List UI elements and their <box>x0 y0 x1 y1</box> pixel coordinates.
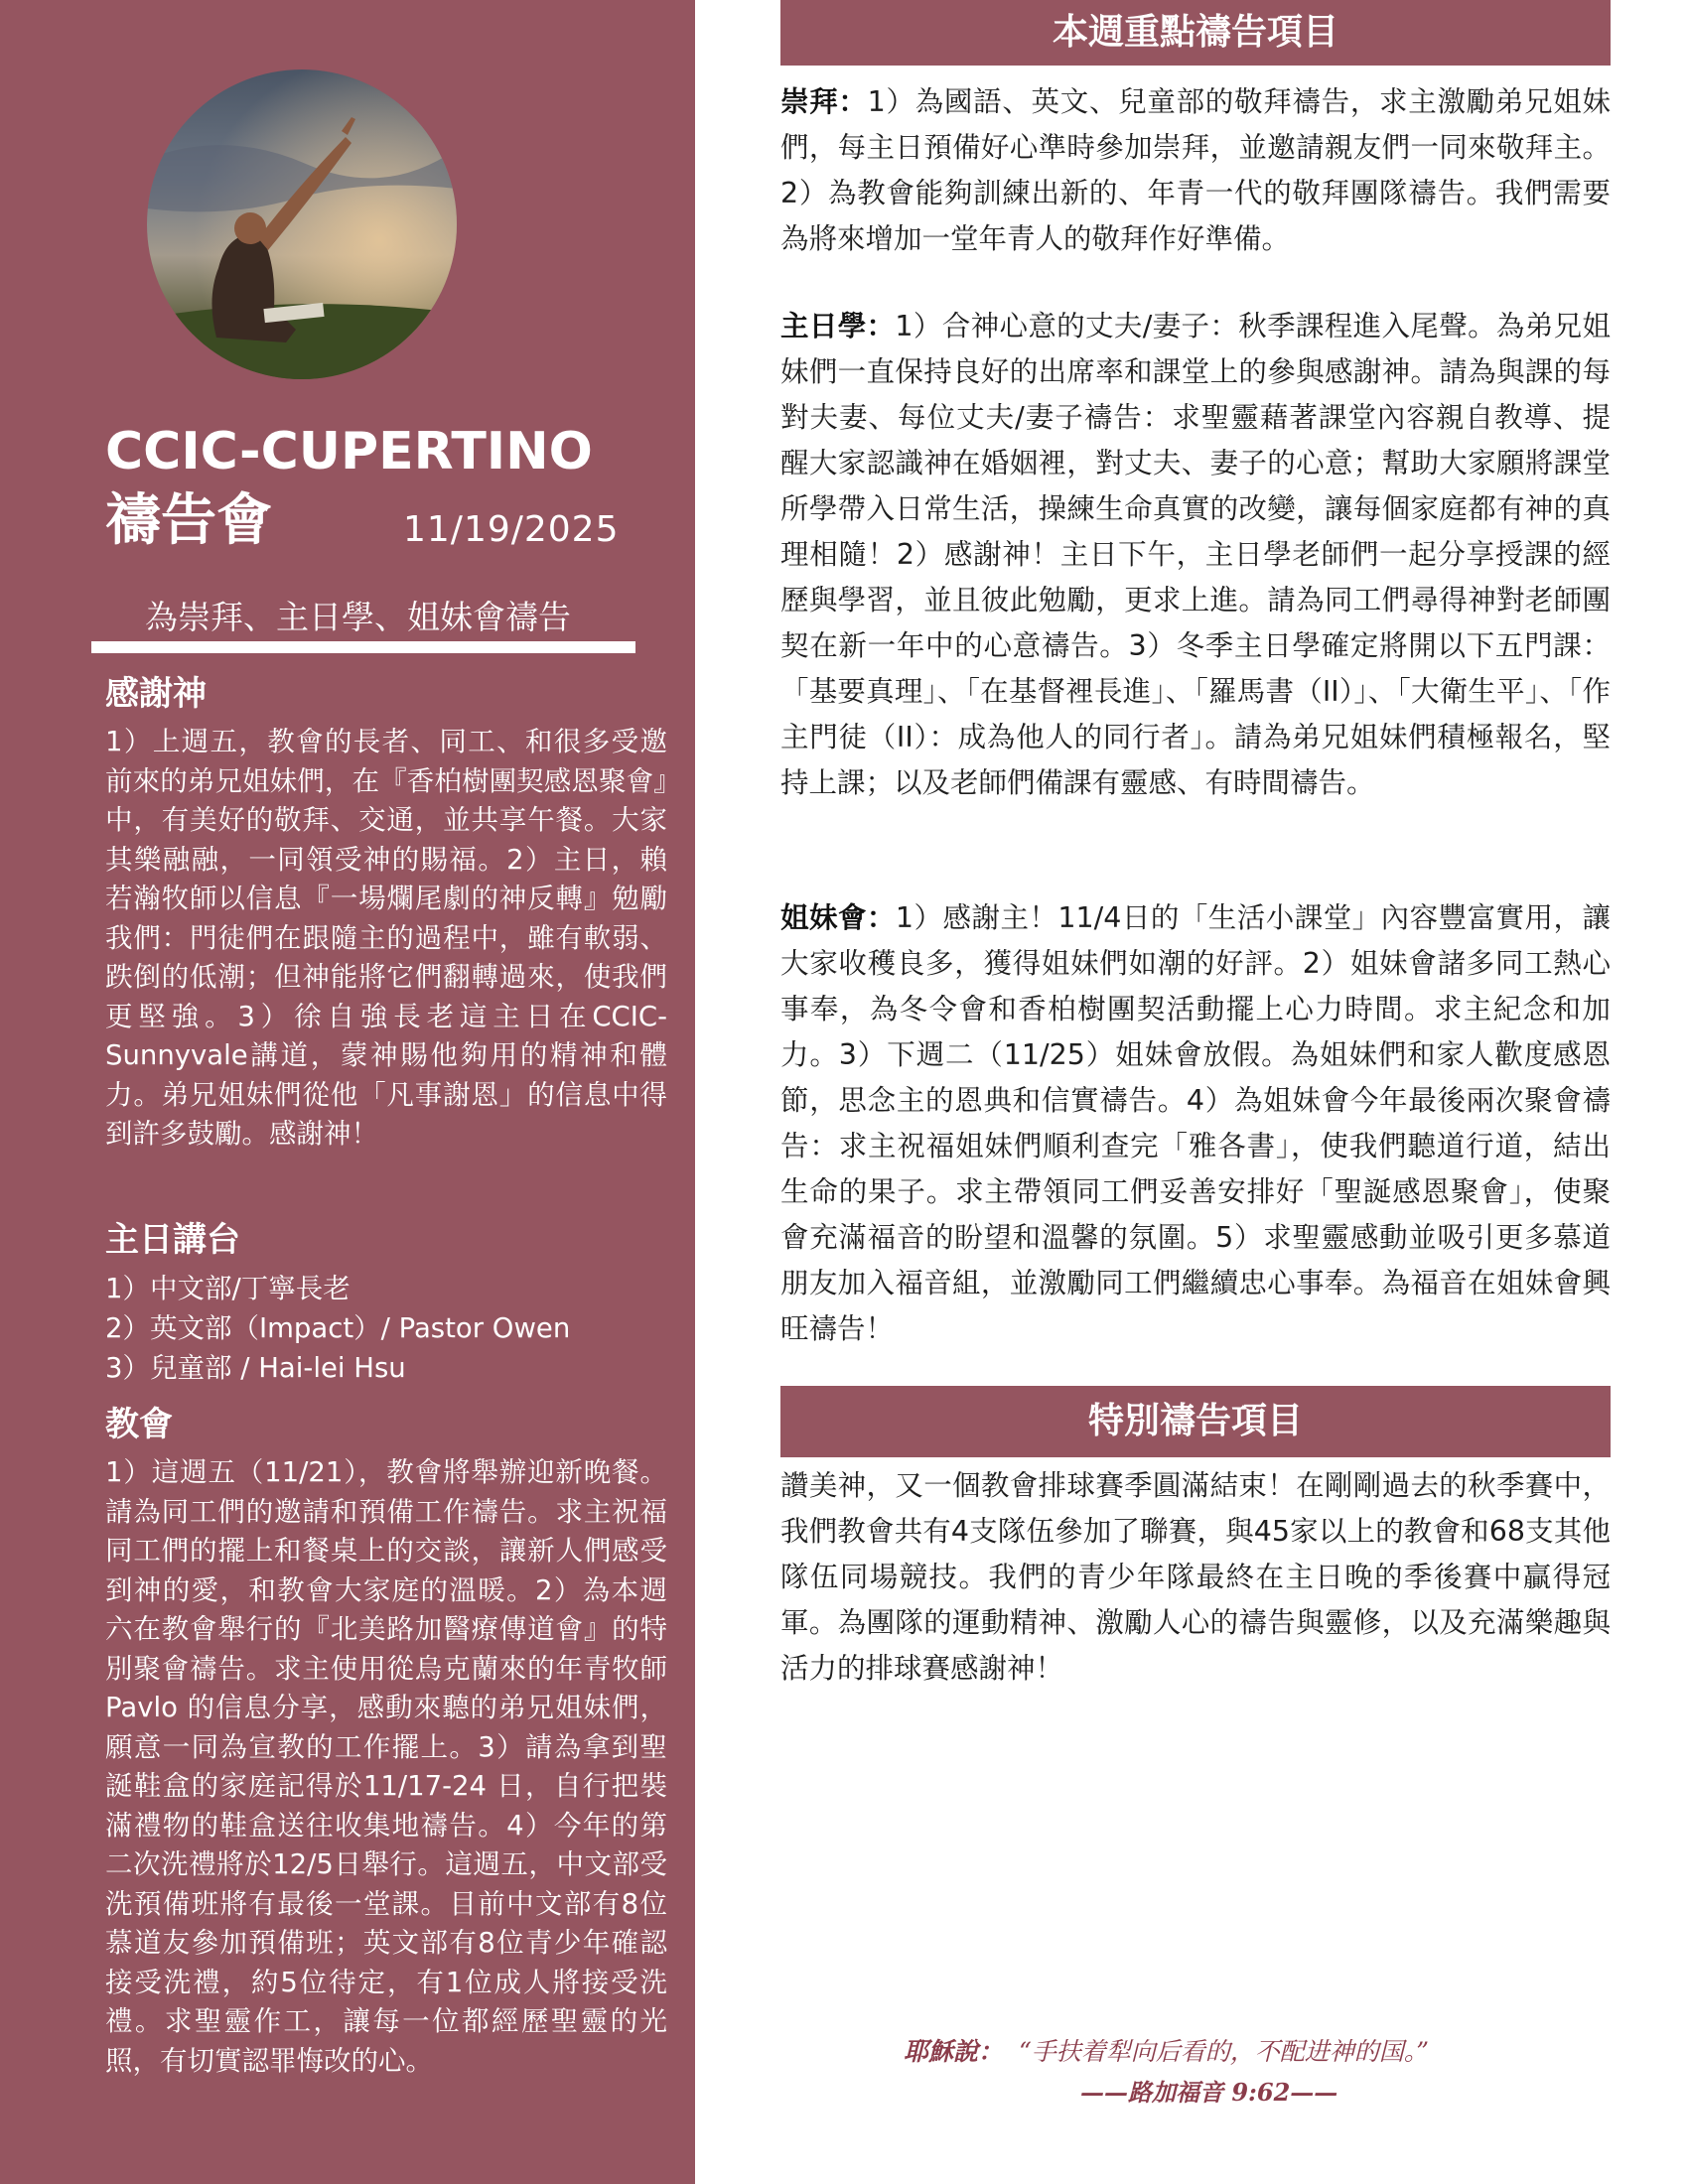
church-section <box>105 1402 667 2081</box>
meeting-date: 11/19/2025 <box>403 509 620 550</box>
worship-text: 1）為國語、英文、兒童部的敬拜禱告，求主激勵弟兄姐妹們，每主日預備好心準時參加崇拜，並邀請親友們一同來敬拜主。2）為教會能夠訓練出新的、年青一代的敬拜團隊禱告。我們需要為將來增加一堂年青人的敬拜作好準備。 <box>780 85 1611 255</box>
meeting-title: 禱告會 <box>105 488 272 553</box>
church-heading: 教會 <box>105 1405 173 1444</box>
worship-paragraph <box>780 79 1611 262</box>
pulpit-heading: 主日講台 <box>105 1220 240 1260</box>
pulpit-section <box>105 1217 667 1388</box>
theme-divider <box>91 641 635 653</box>
sunday-school-paragraph <box>780 304 1611 806</box>
sidebar <box>0 0 695 2184</box>
worship-label: 崇拜： <box>780 85 868 118</box>
meeting-theme: 為崇拜、主日學、姐妹會禱告 <box>145 598 571 636</box>
org-title: CCIC-CUPERTINO <box>105 422 593 481</box>
sisters-text: 1）感謝主！11/4日的「生活小課堂」內容豐富實用，讓大家收穫良多，獲得姐妹們如潮的好評。2）姐妹會諸多同工熱心事奉，為冬令會和香柏樹團契活動擺上心力時間。求主紀念和加力。3）下週二（11/25）姐妹會放假。為姐妹們和家人歡度感恩節，思念主的恩典和信實禱告。4）為姐妹會今年最後兩次聚會禱告：求主祝福姐妹們順利查完「雅各書」，使我們聽道行道，結出生命的果子。求主帶領同工們妥善安排好「聖誕感恩聚會」，使聚會充滿福音的盼望和溫馨的氛圍。5）求聖靈感動並吸引更多慕道朋友加入福音組，並激勵同工們繼續忠心事奉。為福音在姐妹會興旺禱告！ <box>780 901 1611 1345</box>
pulpit-item: 3）兒童部 / Hai-lei Hsu <box>105 1352 406 1384</box>
pulpit-item: 2）英文部（Impact）/ Pastor Owen <box>105 1312 571 1344</box>
pulpit-list <box>105 1269 667 1388</box>
thanks-text: 1）上週五，教會的長者、同工、和很多受邀前來的弟兄姐妹們，在『香柏樹團契感恩聚會』中，有美好的敬拜、交通，並共享午餐。大家其樂融融，一同領受神的賜福。2）主日，賴若瀚牧師以信息『一場爛尾劇的神反轉』勉勵我們：門徒們在跟隨主的過程中，雖有軟弱、跌倒的低潮；但神能將它們翻轉過來，使我們更堅強。3）徐自強長老這主日在CCIC-Sunnyvale講道，蒙神賜他夠用的精神和體力。弟兄姐妹們從他「凡事謝恩」的信息中得到許多鼓勵。感謝神！ <box>105 726 667 1150</box>
special-banner: 特別禱告項目 <box>780 1386 1611 1457</box>
sisters-paragraph <box>780 895 1611 1352</box>
scripture-quote <box>904 2031 1539 2073</box>
kneeling-worshipper-image <box>147 69 457 379</box>
quote-speaker: 耶穌說： <box>904 2037 1004 2066</box>
weekly-banner: 本週重點禱告項目 <box>780 0 1611 66</box>
quote-reference: ——路加福音 9:62—— <box>1080 2078 1338 2107</box>
quote-text: “手扶着犁向后看的，不配进神的国。” <box>1019 2037 1430 2066</box>
worship-photo <box>147 69 457 379</box>
sunday-school-text: 1）合神心意的丈夫/妻子：秋季課程進入尾聲。為弟兄姐妹們一直保持良好的出席率和課堂上的參與感謝神。請為與課的每對夫妻、每位丈夫/妻子禱告：求聖靈藉著課堂內容親自教導、提醒大家認識神在婚姻裡，對丈夫、妻子的心意；幫助大家願將課堂所學帶入日常生活，操練生命真實的改變，讓每個家庭都有神的真理相隨！2）感謝神！主日下午，主日學老師們一起分享授課的經歷與學習，並且彼此勉勵，更求上進。請為同工們尋得神對老師團契在新一年中的心意禱告。3）冬季主日學確定將開以下五門課：「基要真理」、「在基督裡長進」、「羅馬書（II）」、「大衛生平」、「作主門徒（II）：成為他人的同行者」。請為弟兄姐妹們積極報名，堅持上課；以及老師們備課有靈感、有時間禱告。 <box>780 310 1611 799</box>
church-text: 1）這週五（11/21），教會將舉辦迎新晚餐。請為同工們的邀請和預備工作禱告。求主祝福同工們的擺上和餐桌上的交談，讓新人們感受到神的愛，和教會大家庭的溫暖。2）為本週六在教會舉行的『北美路加醫療傳道會』的特別聚會禱告。求主使用從烏克蘭來的年青牧師 Pavlo 的信息分享，感動來聽的弟兄姐妹們，願意一同為宣教的工作擺上。3）請為拿到聖誕鞋盒的家庭記得於11/17-24 日，自行把裝滿禮物的鞋盒送往收集地禱告。4）今年的第二次洗禮將於12/5日舉行。這週五，中文部受洗預備班將有最後一堂課。目前中文部有8位慕道友參加預備班；英文部有8位青少年確認接受洗禮，約5位待定，有1位成人將接受洗禮。求聖靈作工，讓每一位都經歷聖靈的光照，有切實認罪悔改的心。 <box>105 1456 667 2077</box>
sisters-label: 姐妹會： <box>780 901 896 934</box>
special-paragraph: 讚美神，又一個教會排球賽季圓滿結束！在剛剛過去的秋季賽中，我們教會共有4支隊伍參加了聯賽，與45家以上的教會和68支其他隊伍同場競技。我們的青少年隊最終在主日晚的季後賽中贏得冠軍。為團隊的運動精神、激勵人心的禱告與靈修，以及充滿樂趣與活力的排球賽感謝神！ <box>780 1469 1611 1685</box>
thanks-section <box>105 671 667 1155</box>
thanks-heading: 感謝神 <box>105 674 207 714</box>
pulpit-item: 1）中文部/丁寧長老 <box>105 1273 351 1304</box>
sunday-school-label: 主日學： <box>780 310 896 342</box>
